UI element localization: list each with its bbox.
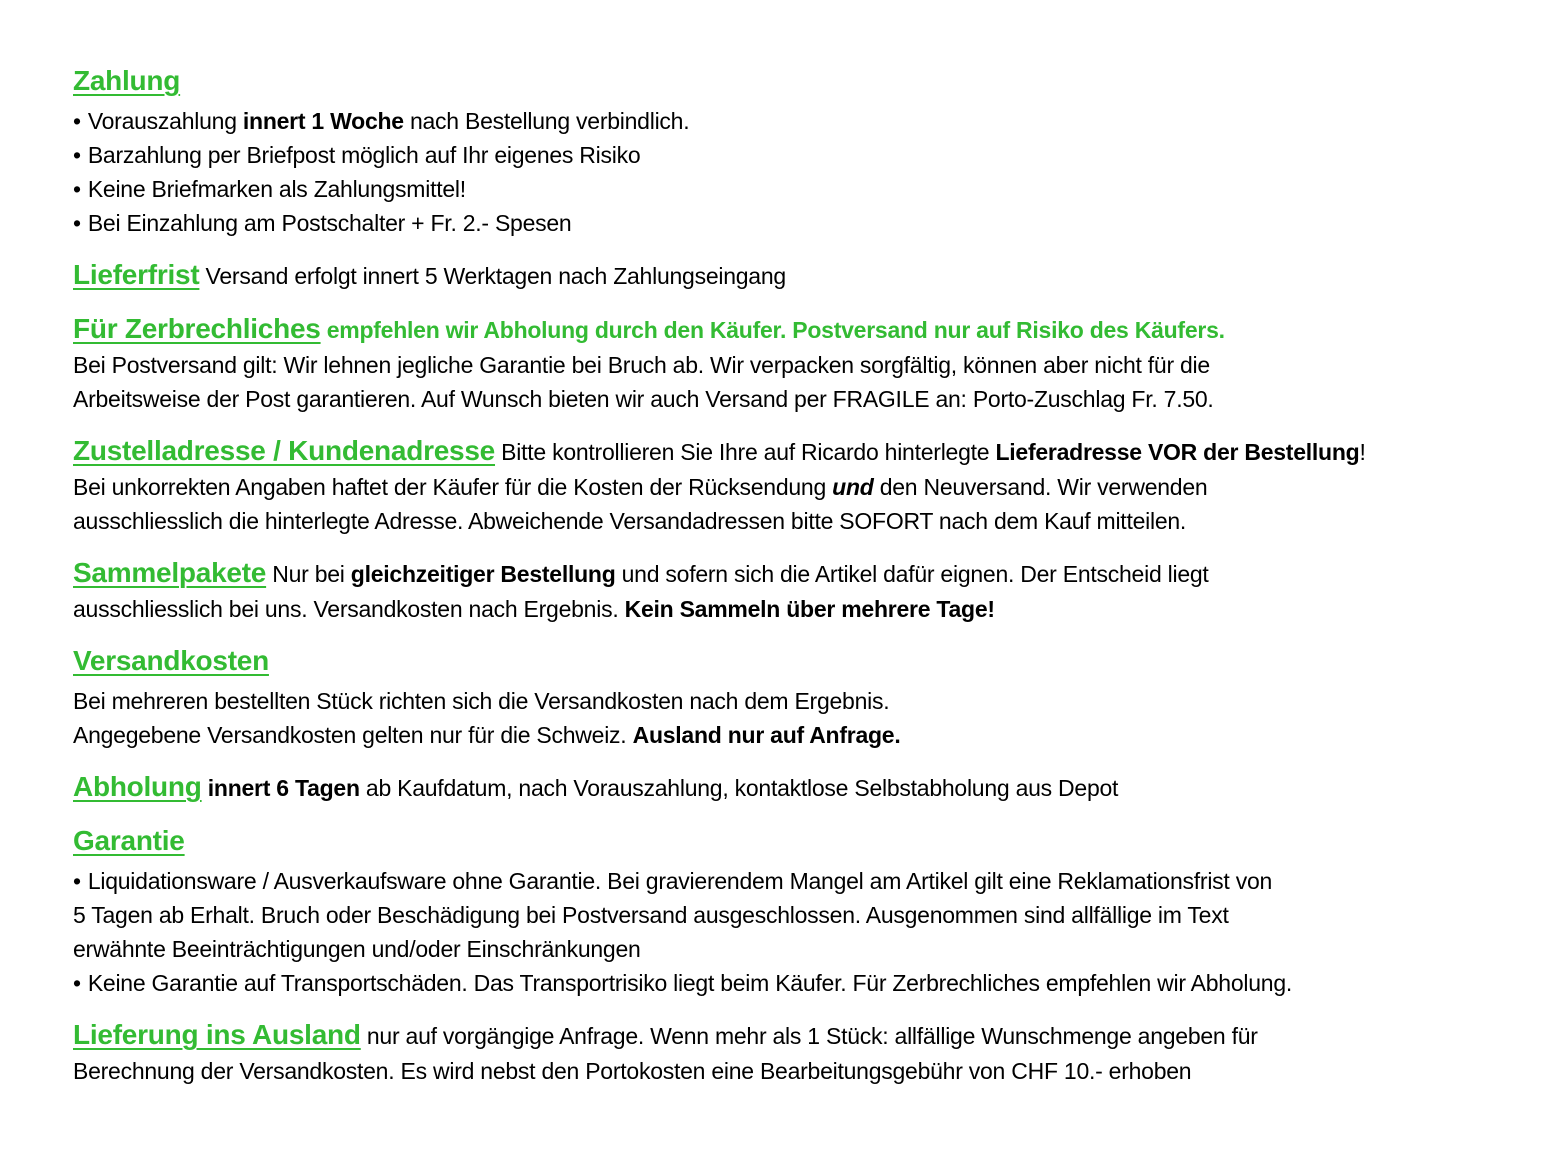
section-heading-line [73, 62, 1504, 101]
section-sammelpakete [73, 554, 1504, 626]
text-segment: Berechnung der Versandkosten. Es wird nebst den Portokosten eine Bearbeitungsgebühr von CHF 10.- erhoben [73, 1058, 1192, 1084]
text-segment: den Neuversand. Wir verwenden [873, 474, 1208, 500]
section-heading: Zustelladresse / Kundenadresse [73, 435, 496, 466]
section-heading: Versandkosten [73, 645, 269, 676]
text-line [73, 432, 1504, 470]
text-segment: 5 Tagen ab Erhalt. Bruch oder Beschädigung bei Postversand ausgeschlossen. Ausgenommen sind allfällige im Text [73, 902, 1229, 928]
text-segment: erwähnte Beeinträchtigungen und/oder Einschränkungen [73, 936, 641, 962]
text-line [73, 932, 1504, 966]
text-segment: Arbeitsweise der Post garantieren. Auf Wunsch bieten wir auch Versand per FRAGILE an: Porto-Zuschlag Fr. 7.50. [73, 386, 1214, 412]
section-heading-line [73, 642, 1504, 681]
section-lieferung-ins-ausland [73, 1016, 1504, 1088]
section-zustelladresse [73, 432, 1504, 538]
text-line [73, 172, 1504, 206]
text-line [73, 864, 1504, 898]
section-heading: Lieferfrist [73, 259, 200, 290]
text-segment: gleichzeitiger Bestellung [350, 561, 616, 587]
text-line [73, 470, 1504, 504]
text-line [73, 382, 1504, 416]
section-zahlung [73, 62, 1504, 240]
text-line [73, 768, 1504, 806]
text-line [73, 592, 1504, 626]
terms-document [73, 62, 1504, 1088]
text-line [73, 348, 1504, 382]
text-line [73, 310, 1504, 348]
text-segment: ausschliesslich die hinterlegte Adresse. Abweichende Versandadressen bitte SOFORT nach dem Kauf mitteilen. [73, 508, 1187, 534]
text-segment: Nur bei [266, 561, 351, 587]
bullet-marker: • [73, 108, 81, 134]
section-lieferfrist [73, 256, 1504, 294]
text-segment: Bei Postversand gilt: Wir lehnen jegliche Garantie bei Bruch ab. Wir verpacken sorgfältig, können aber nicht für die [73, 352, 1210, 378]
text-segment: Keine Garantie auf Transportschäden. Das Transportrisiko liegt beim Käufer. Für Zerbrechliches empfehlen wir Abholung. [87, 970, 1293, 996]
section-versandkosten [73, 642, 1504, 752]
text-line [73, 966, 1504, 1000]
text-segment: und sofern sich die Artikel dafür eignen. Der Entscheid liegt [615, 561, 1209, 587]
section-heading: Zahlung [73, 65, 181, 96]
bullet-marker: • [73, 210, 81, 236]
text-segment: Bei unkorrekten Angaben haftet der Käufer für die Kosten der Rücksendung [73, 474, 833, 500]
text-segment: Bei Einzahlung am Postschalter + Fr. 2.- Spesen [87, 210, 572, 236]
text-segment: Lieferadresse VOR der Bestellung [995, 439, 1360, 465]
text-segment: Liquidationsware / Ausverkaufsware ohne Garantie. Bei gravierendem Mangel am Artikel gilt eine Reklamationsfrist von [87, 868, 1273, 894]
text-line [73, 138, 1504, 172]
section-heading: Sammelpakete [73, 557, 267, 588]
text-segment: Angegebene Versandkosten gelten nur für die Schweiz. [73, 722, 633, 748]
text-line [73, 718, 1504, 752]
section-abholung [73, 768, 1504, 806]
text-segment: Bei mehreren bestellten Stück richten sich die Versandkosten nach dem Ergebnis. [73, 688, 890, 714]
section-heading-line [73, 822, 1504, 861]
section-heading: Garantie [73, 825, 185, 856]
text-line [73, 256, 1504, 294]
text-segment: innert 1 Woche [242, 108, 404, 134]
text-segment: nach Bestellung verbindlich. [403, 108, 690, 134]
section-heading: Lieferung ins Ausland [73, 1019, 361, 1050]
section-fuer-zerbrechliches [73, 310, 1504, 416]
text-segment: Barzahlung per Briefpost möglich auf Ihr eigenes Risiko [87, 142, 641, 168]
text-line [73, 1016, 1504, 1054]
text-segment: Versand erfolgt innert 5 Werktagen nach Zahlungseingang [199, 263, 786, 289]
text-line [73, 554, 1504, 592]
text-segment: empfehlen wir Abholung durch den Käufer. Postversand nur auf Risiko des Käufers. [320, 317, 1225, 343]
bullet-marker: • [73, 142, 81, 168]
text-line [73, 206, 1504, 240]
text-line [73, 684, 1504, 718]
text-segment: Kein Sammeln über mehrere Tage! [624, 596, 995, 622]
text-segment: nur auf vorgängige Anfrage. Wenn mehr als 1 Stück: allfällige Wunschmenge angeben für [360, 1023, 1258, 1049]
text-segment: ! [1359, 439, 1366, 465]
text-line [73, 104, 1504, 138]
text-segment: innert 6 Tagen [201, 775, 360, 801]
text-segment: und [832, 474, 874, 500]
text-segment: Keine Briefmarken als Zahlungsmittel! [87, 176, 466, 202]
section-heading: Abholung [73, 771, 202, 802]
text-line [73, 504, 1504, 538]
bullet-marker: • [73, 868, 81, 894]
text-line [73, 898, 1504, 932]
bullet-marker: • [73, 176, 81, 202]
text-segment: Bitte kontrollieren Sie Ihre auf Ricardo hinterlegte [495, 439, 996, 465]
text-line [73, 1054, 1504, 1088]
text-segment: Ausland nur auf Anfrage. [632, 722, 901, 748]
section-garantie [73, 822, 1504, 1000]
section-heading: Für Zerbrechliches [73, 313, 321, 344]
text-segment: ausschliesslich bei uns. Versandkosten nach Ergebnis. [73, 596, 625, 622]
text-segment: ab Kaufdatum, nach Vorauszahlung, kontaktlose Selbstabholung aus Depot [359, 775, 1119, 801]
bullet-marker: • [73, 970, 81, 996]
text-segment: Vorauszahlung [87, 108, 243, 134]
